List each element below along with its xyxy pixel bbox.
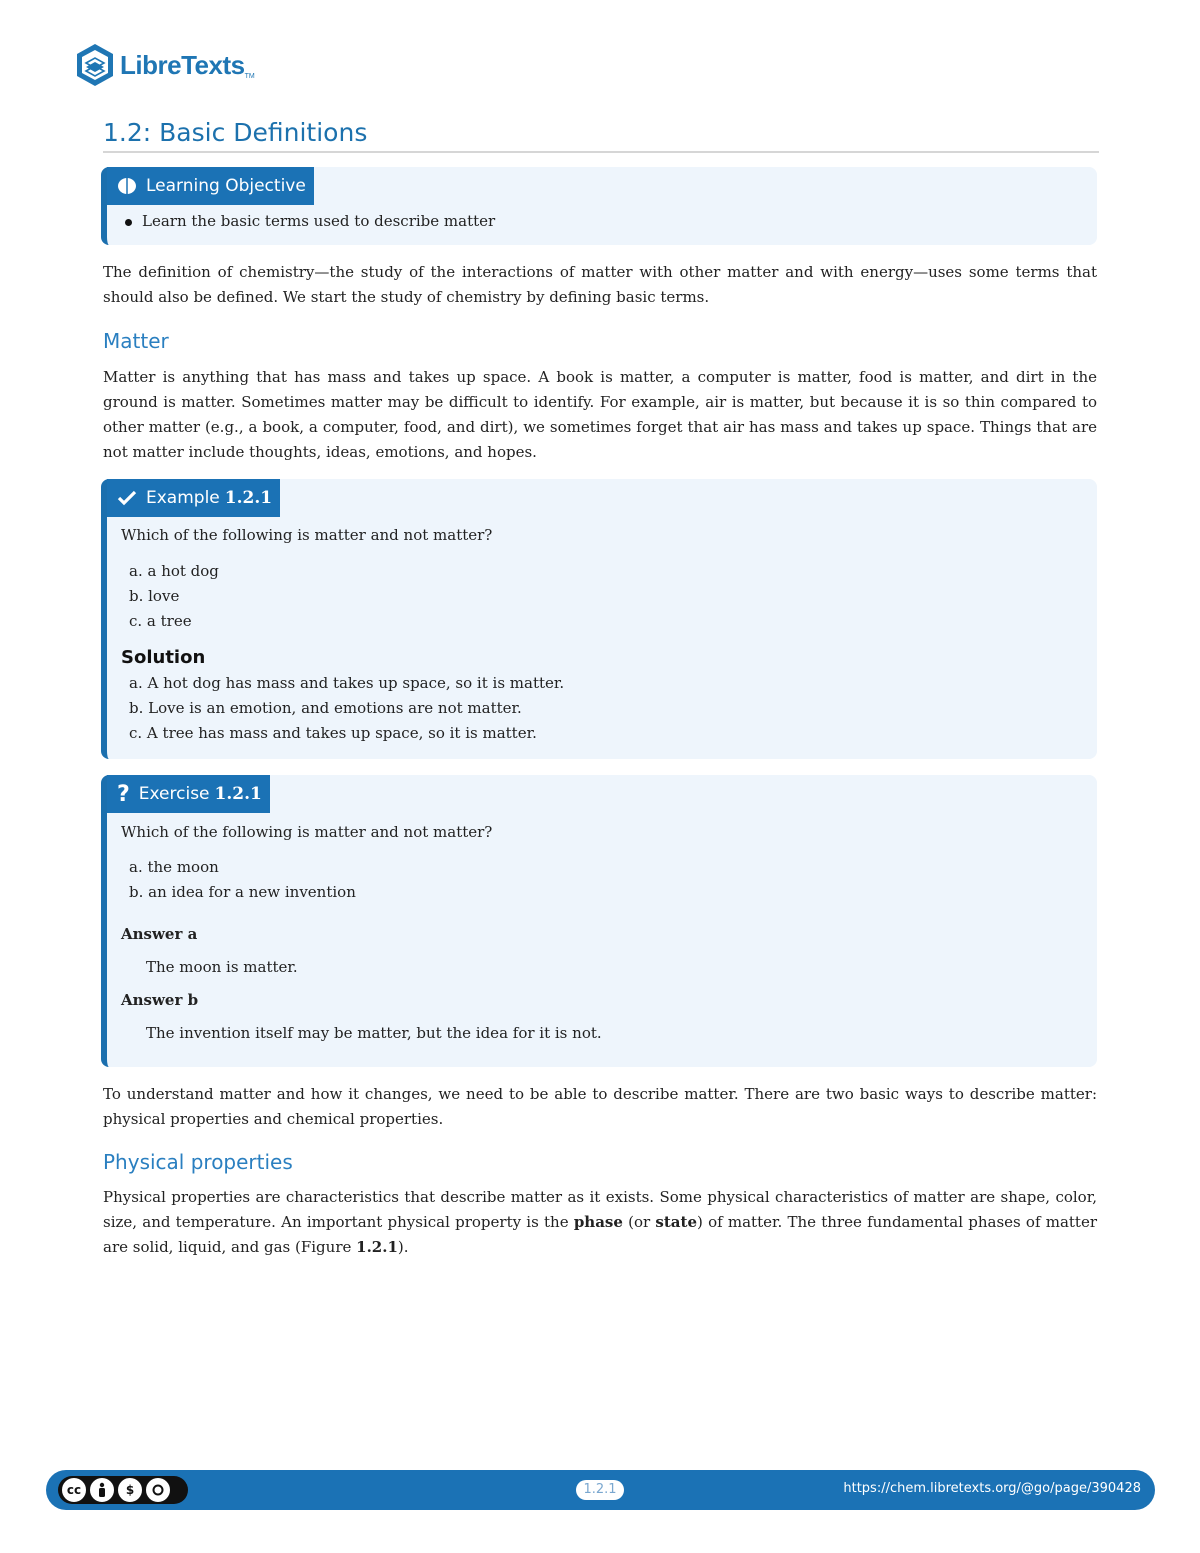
intro-paragraph: The definition of chemistry—the study of the interactions of matter with other matter and with energy—uses some terms that should also be defined. We start the study of chemistry by defining basic terms. — [103, 263, 1097, 306]
physical-properties-paragraph: Physical properties are characteristics that describe matter as it exists. Some physical characteristics of matter are shape, color, size, and temperature. An important physical property is the phase (or state) of matter. The three fundamental phases of matter are solid, liquid, and gas (Figure 1.2.1). — [103, 1188, 1098, 1256]
checkmark-icon — [117, 490, 137, 506]
example-question: Which of the following is matter and not matter? — [121, 526, 493, 544]
list-item: b. an idea for a new invention — [129, 883, 356, 901]
describe-paragraph: To understand matter and how it changes, we need to be able to describe matter. There are two basic ways to describe matter: physical properties and chemical properties. — [103, 1085, 1097, 1128]
solution-heading: Solution — [121, 647, 206, 668]
learning-objective-tag — [107, 167, 314, 205]
figure-reference-link[interactable]: 1.2.1 — [356, 1238, 398, 1256]
logo-text: LibreTexts — [120, 49, 245, 80]
exercise-question: Which of the following is matter and not matter? — [121, 823, 493, 841]
list-item: c. a tree — [129, 612, 192, 630]
page-title: 1.2: Basic Definitions — [103, 118, 1099, 153]
answer-a-toggle[interactable]: Answer a — [121, 925, 198, 943]
page-url-link[interactable]: https://chem.libretexts.org/@go/page/390428 — [843, 1481, 1141, 1496]
term-state: state — [655, 1213, 697, 1231]
list-item: Learn the basic terms used to describe matter — [125, 209, 495, 234]
learning-objective-label: Learning Objective — [146, 176, 306, 196]
learning-objective-list — [125, 209, 495, 234]
list-item: a. a hot dog — [129, 562, 219, 580]
example-options — [121, 559, 564, 634]
answer-b-text: The invention itself may be matter, but the idea for it is not. — [146, 1024, 602, 1042]
example-box — [101, 479, 1097, 759]
section-heading-physical-properties: Physical properties — [103, 1150, 293, 1174]
answer-a-text: The moon is matter. — [146, 958, 298, 976]
page-footer — [46, 1470, 1155, 1510]
example-number: 1.2.1 — [224, 488, 273, 508]
list-item: a. A hot dog has mass and takes up space, so it is matter. — [129, 674, 565, 692]
question-mark-icon: ? — [117, 781, 130, 807]
term-phase: phase — [573, 1213, 623, 1231]
attribution-icon — [90, 1478, 114, 1502]
example-tag — [107, 479, 280, 517]
exercise-options — [121, 855, 602, 905]
list-item: a. the moon — [129, 858, 219, 876]
exercise-box — [101, 775, 1097, 1067]
exercise-tag — [107, 775, 270, 813]
matter-paragraph: Matter is anything that has mass and takes up space. A book is matter, a computer is matter, food is matter, and dirt in the ground is matter. Sometimes matter may be difficult to identify. For example, air is matter, but because it is so thin compared to other matter (e.g., a book, a computer, food, and dirt), we sometimes forget that air has mass and takes up space. Things that are not matter include thoughts, ideas, emotions, and hopes. — [103, 368, 1097, 461]
exercise-number: 1.2.1 — [214, 784, 262, 804]
exercise-label: Exercise — [138, 784, 210, 804]
list-item: c. A tree has mass and takes up space, so it is matter. — [129, 724, 537, 742]
libretexts-logo[interactable] — [74, 42, 255, 88]
example-label: Example — [146, 488, 220, 508]
noncommercial-icon: $ — [118, 1478, 142, 1502]
cc-license-badge[interactable] — [58, 1476, 188, 1504]
logo-trademark: TM — [244, 73, 255, 80]
section-heading-matter: Matter — [103, 329, 169, 353]
cc-icon: cc — [62, 1478, 86, 1502]
answer-b-toggle[interactable]: Answer b — [121, 991, 199, 1009]
list-item: b. Love is an emotion, and emotions are not matter. — [129, 699, 522, 717]
brain-icon — [117, 176, 137, 196]
bullet-icon — [125, 219, 132, 226]
libretexts-logo-icon — [74, 42, 116, 88]
learning-objective-box — [101, 167, 1097, 245]
page-number: 1.2.1 — [576, 1480, 624, 1500]
solution-list — [121, 671, 564, 746]
exercise-content — [121, 820, 602, 1046]
sharealike-icon — [146, 1478, 170, 1502]
list-item: b. love — [129, 587, 180, 605]
example-content — [121, 523, 564, 746]
